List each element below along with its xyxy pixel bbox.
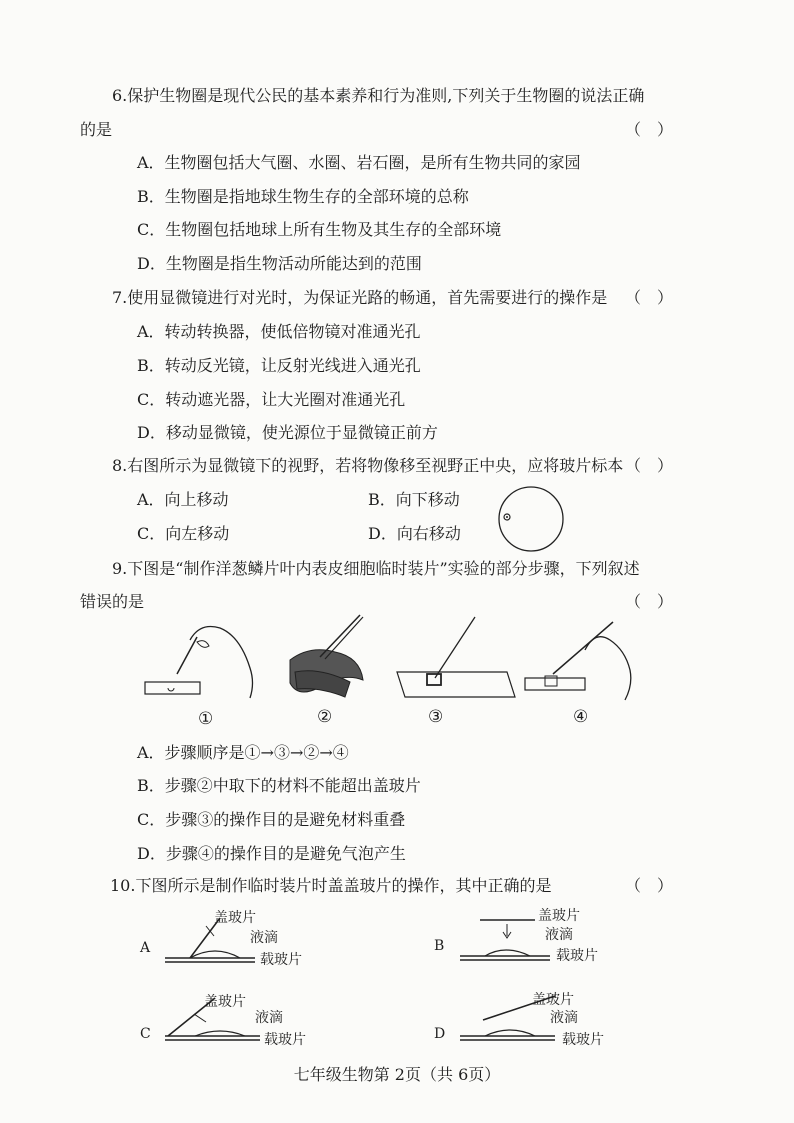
step4-cover-slip-illustration [525,622,631,700]
page-footer: 七年级生物第 2页（共 6页） [293,1065,501,1084]
q6-answer-paren: （ ） [625,120,674,139]
diagram-b-letter: B [434,938,445,954]
q6-option-a: A．生物圈包括大气圈、水圈、岩石圈，是所有生物共同的家园 [137,153,581,172]
q7-option-a: A．转动转换器，使低倍物镜对准通光孔 [137,322,421,341]
q6-option-b: B．生物圈是指地球生物生存的全部环境的总称 [137,187,469,206]
q9-stem-line1: 9.下图是“制作洋葱鳞片叶内表皮细胞临时装片”实验的部分步骤，下列叙述 [112,559,640,578]
q8-answer-paren: （ ） [625,456,674,475]
step1-dropper-illustration [145,627,253,699]
diagram-d-drop-label: 液滴 [550,1010,578,1026]
q7-answer-paren: （ ） [625,288,674,307]
diagram-d-slide-label: 载玻片 [562,1032,604,1048]
q6-option-c: C．生物圈包括地球上所有生物及其生存的全部环境 [137,220,502,239]
q6-stem-line1: 6.保护生物圈是现代公民的基本素养和行为准则,下列关于生物圈的说法正确 [112,86,645,105]
q7-option-c: C．转动遮光器，让大光圈对准通光孔 [137,390,406,409]
diagram-d-letter: D [434,1026,446,1042]
q9-step-label-1: ① [198,709,214,729]
q8-option-a: A．向上移动 [137,490,229,509]
q7-option-b: B．转动反光镜，让反射光线进入通光孔 [137,356,421,375]
q9-step-label-3: ③ [428,707,444,727]
step2-onion-peel-illustration [290,615,363,697]
q7-stem: 7.使用显微镜进行对光时，为保证光路的畅通，首先需要进行的操作是 [112,288,608,307]
q9-option-d: D．步骤④的操作目的是避免气泡产生 [137,844,406,863]
q9-step-label-2: ② [317,707,333,727]
q9-option-a: A．步骤顺序是①→③→②→④ [137,743,349,762]
diagram-d-cover-label: 盖玻片 [532,992,574,1008]
q6-stem-line2: 的是 [80,120,113,139]
diagram-a-letter: A [140,940,151,956]
q8-option-b: B．向下移动 [368,490,460,509]
q8-option-c: C．向左移动 [137,524,230,543]
q6-option-d: D．生物圈是指生物活动所能达到的范围 [137,254,422,273]
diagram-c-letter: C [140,1026,151,1042]
diagram-b-cover-label: 盖玻片 [538,908,580,924]
q9-option-c: C．步骤③的操作目的是避免材料重叠 [137,810,406,829]
q9-option-b: B．步骤②中取下的材料不能超出盖玻片 [137,776,421,795]
diagram-c-drop-label: 液滴 [255,1010,283,1026]
diagram-b-drop-label: 液滴 [545,927,573,943]
diagram-a-cover-label: 盖玻片 [214,910,256,926]
q7-option-d: D．移动显微镜，使光源位于显微镜正前方 [137,423,438,442]
diagram-c-cover-label: 盖玻片 [204,994,246,1010]
microscope-field-of-view-figure [496,484,566,554]
q10-answer-paren: （ ） [625,876,674,895]
q8-option-d: D．向右移动 [368,524,461,543]
step3-spread-tissue-illustration [397,617,515,697]
q9-answer-paren: （ ） [625,592,674,611]
q9-steps-figure [135,612,655,722]
q10-stem: 10.下图所示是制作临时装片时盖盖玻片的操作，其中正确的是 [110,876,552,895]
q8-stem: 8.右图所示为显微镜下的视野，若将物像移至视野正中央，应将玻片标本 [112,456,624,475]
diagram-a-drop-label: 液滴 [250,930,278,946]
q9-stem-line2: 错误的是 [80,592,145,611]
diagram-c-slide-label: 载玻片 [264,1032,306,1048]
diagram-b-slide-label: 载玻片 [556,948,598,964]
q9-step-label-4: ④ [573,707,589,727]
diagram-a-slide-label: 载玻片 [260,952,302,968]
